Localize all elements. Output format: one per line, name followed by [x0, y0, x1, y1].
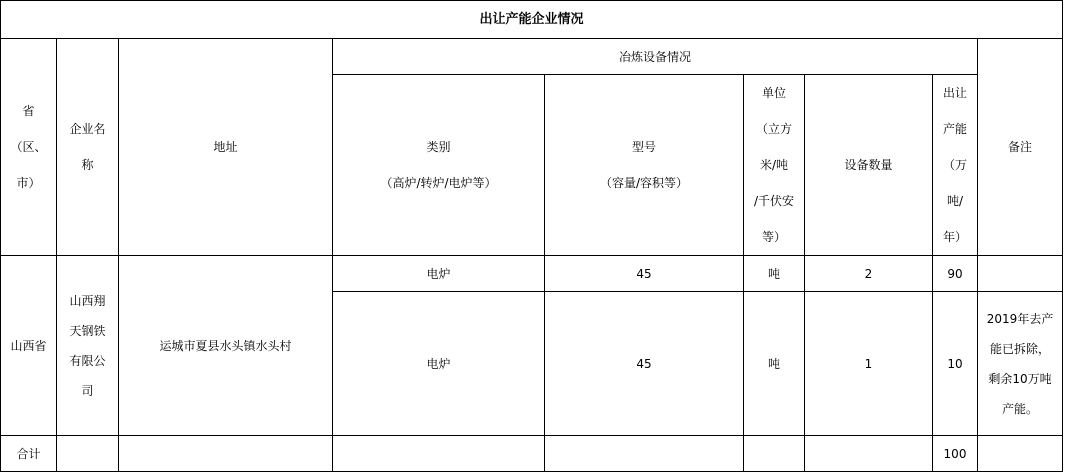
header-model-text: 型号 （容量/容积等） — [599, 140, 689, 190]
header-province-text: 省 （区、 市） — [10, 104, 47, 190]
header-category — [333, 75, 545, 256]
header-unit — [744, 75, 805, 256]
total-empty — [119, 436, 333, 472]
cell-company-text: 山西翔 天钢铁 有限公 司 — [69, 293, 106, 398]
total-empty — [545, 436, 744, 472]
header-company-text: 企业名 称 — [69, 122, 106, 172]
cell-model: 45 — [545, 292, 744, 436]
header-quantity: 设备数量 — [805, 75, 933, 256]
header-equipment-group: 冶炼设备情况 — [333, 39, 978, 75]
total-capacity: 100 — [933, 436, 978, 472]
cell-remarks — [978, 292, 1063, 436]
total-empty — [333, 436, 545, 472]
cell-category: 电炉 — [333, 256, 545, 292]
cell-capacity: 90 — [933, 256, 978, 292]
header-province — [1, 39, 57, 256]
cell-unit: 吨 — [744, 292, 805, 436]
header-capacity-text: 出让 产能 （万 吨/ 年） — [942, 86, 967, 244]
cell-category: 电炉 — [333, 292, 545, 436]
header-address: 地址 — [119, 39, 333, 256]
header-remarks: 备注 — [978, 39, 1063, 256]
total-empty — [744, 436, 805, 472]
cell-province: 山西省 — [1, 256, 57, 436]
total-label: 合计 — [1, 436, 57, 472]
cell-quantity: 1 — [805, 292, 933, 436]
header-company — [57, 39, 119, 256]
total-empty — [805, 436, 933, 472]
table-title: 出让产能企业情况 — [1, 1, 1063, 39]
header-capacity — [933, 75, 978, 256]
cell-unit: 吨 — [744, 256, 805, 292]
cell-quantity: 2 — [805, 256, 933, 292]
cell-remarks-text: 2019年去产 能已拆除， 剩余10万吨 产能。 — [986, 311, 1054, 416]
total-empty — [57, 436, 119, 472]
cell-remarks — [978, 256, 1063, 292]
cell-model: 45 — [545, 256, 744, 292]
cell-capacity: 10 — [933, 292, 978, 436]
title-row — [1, 1, 1063, 39]
header-category-text: 类别 （高炉/转炉/电炉等） — [380, 140, 497, 190]
cell-company — [57, 256, 119, 436]
header-unit-text: 单位 （立方 米/吨 /千伏安 等） — [753, 86, 795, 244]
header-model — [545, 75, 744, 256]
total-row — [1, 436, 1063, 472]
cell-address: 运城市夏县水头镇水头村 — [119, 256, 333, 436]
table-row — [1, 256, 1063, 292]
header-row-1 — [1, 39, 1063, 75]
total-empty — [978, 436, 1063, 472]
